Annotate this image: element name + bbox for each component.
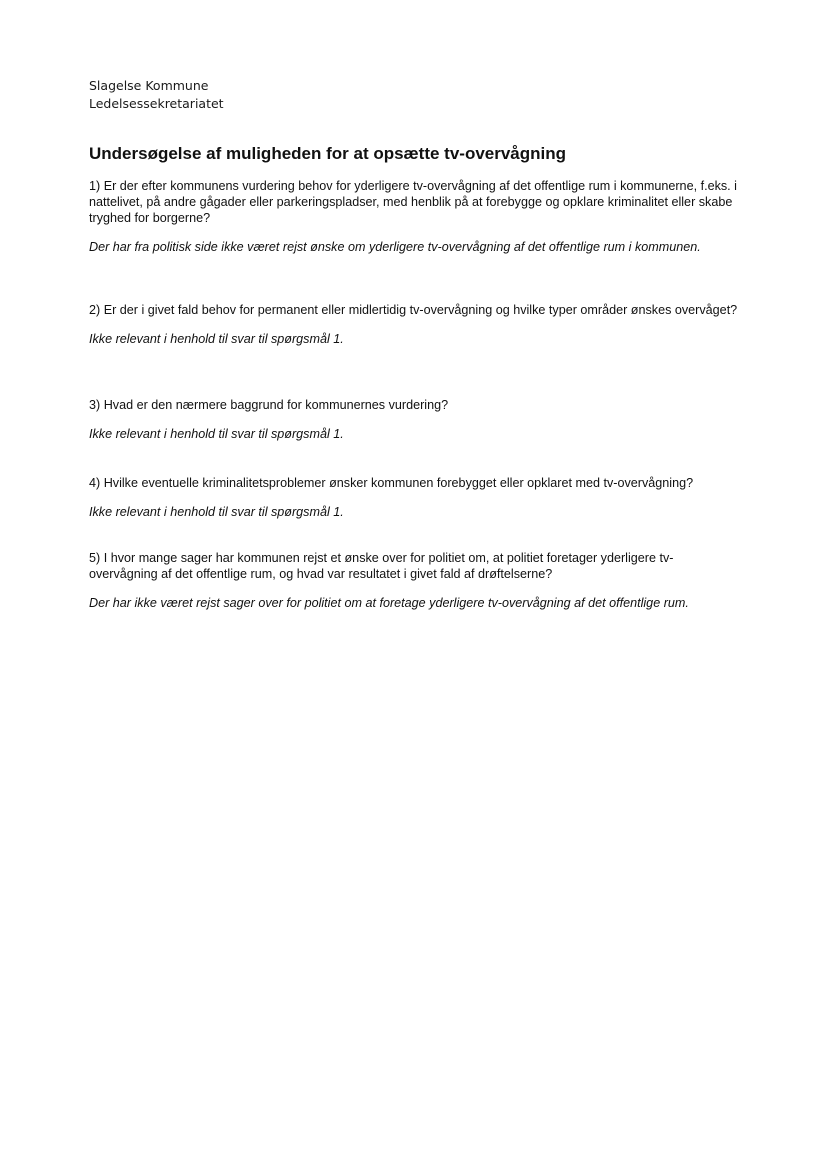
question-block-2 (89, 302, 739, 347)
answer-1: Der har fra politisk side ikke været rejst ønske om yderligere tv-overvågning af det offentlige rum i kommunen. (89, 240, 701, 254)
sender-block (89, 77, 224, 113)
question-block-4 (89, 475, 739, 520)
question-block-3 (89, 397, 739, 442)
sender-department: Ledelsessekretariatet (89, 96, 224, 111)
question-4: 4) Hvilke eventuelle kriminalitetsproblemer ønsker kommunen forebygget eller opklaret med tv-overvågning? (89, 476, 694, 490)
question-block-1 (89, 178, 739, 255)
question-1: 1) Er der efter kommunens vurdering behov for yderligere tv-overvågning af det offentlige rum i kommunerne, f.eks. i nattelivet, på andre gågader eller parkeringspladser, med henblik på at forebygge og opklare kriminalitet eller skabe tryghed for borgerne? (89, 179, 737, 225)
question-5: 5) I hvor mange sager har kommunen rejst et ønske over for politiet om, at politiet foretager yderligere tv-overvågning af det offentlige rum, og hvad var resultatet i givet fald af drøftelserne? (89, 551, 674, 581)
question-3: 3) Hvad er den nærmere baggrund for kommunernes vurdering? (89, 398, 449, 412)
document-title: Undersøgelse af muligheden for at opsætte tv-overvågning (89, 144, 567, 163)
question-2: 2) Er der i givet fald behov for permanent eller midlertidig tv-overvågning og hvilke typer områder ønskes overvåget? (89, 303, 738, 317)
sender-organization: Slagelse Kommune (89, 78, 209, 93)
answer-5: Der har ikke været rejst sager over for politiet om at foretage yderligere tv-overvågning af det offentlige rum. (89, 596, 689, 610)
answer-4: Ikke relevant i henhold til svar til spørgsmål 1. (89, 505, 344, 519)
answer-2: Ikke relevant i henhold til svar til spørgsmål 1. (89, 332, 344, 346)
question-block-5 (89, 550, 739, 611)
answer-3: Ikke relevant i henhold til svar til spørgsmål 1. (89, 427, 344, 441)
